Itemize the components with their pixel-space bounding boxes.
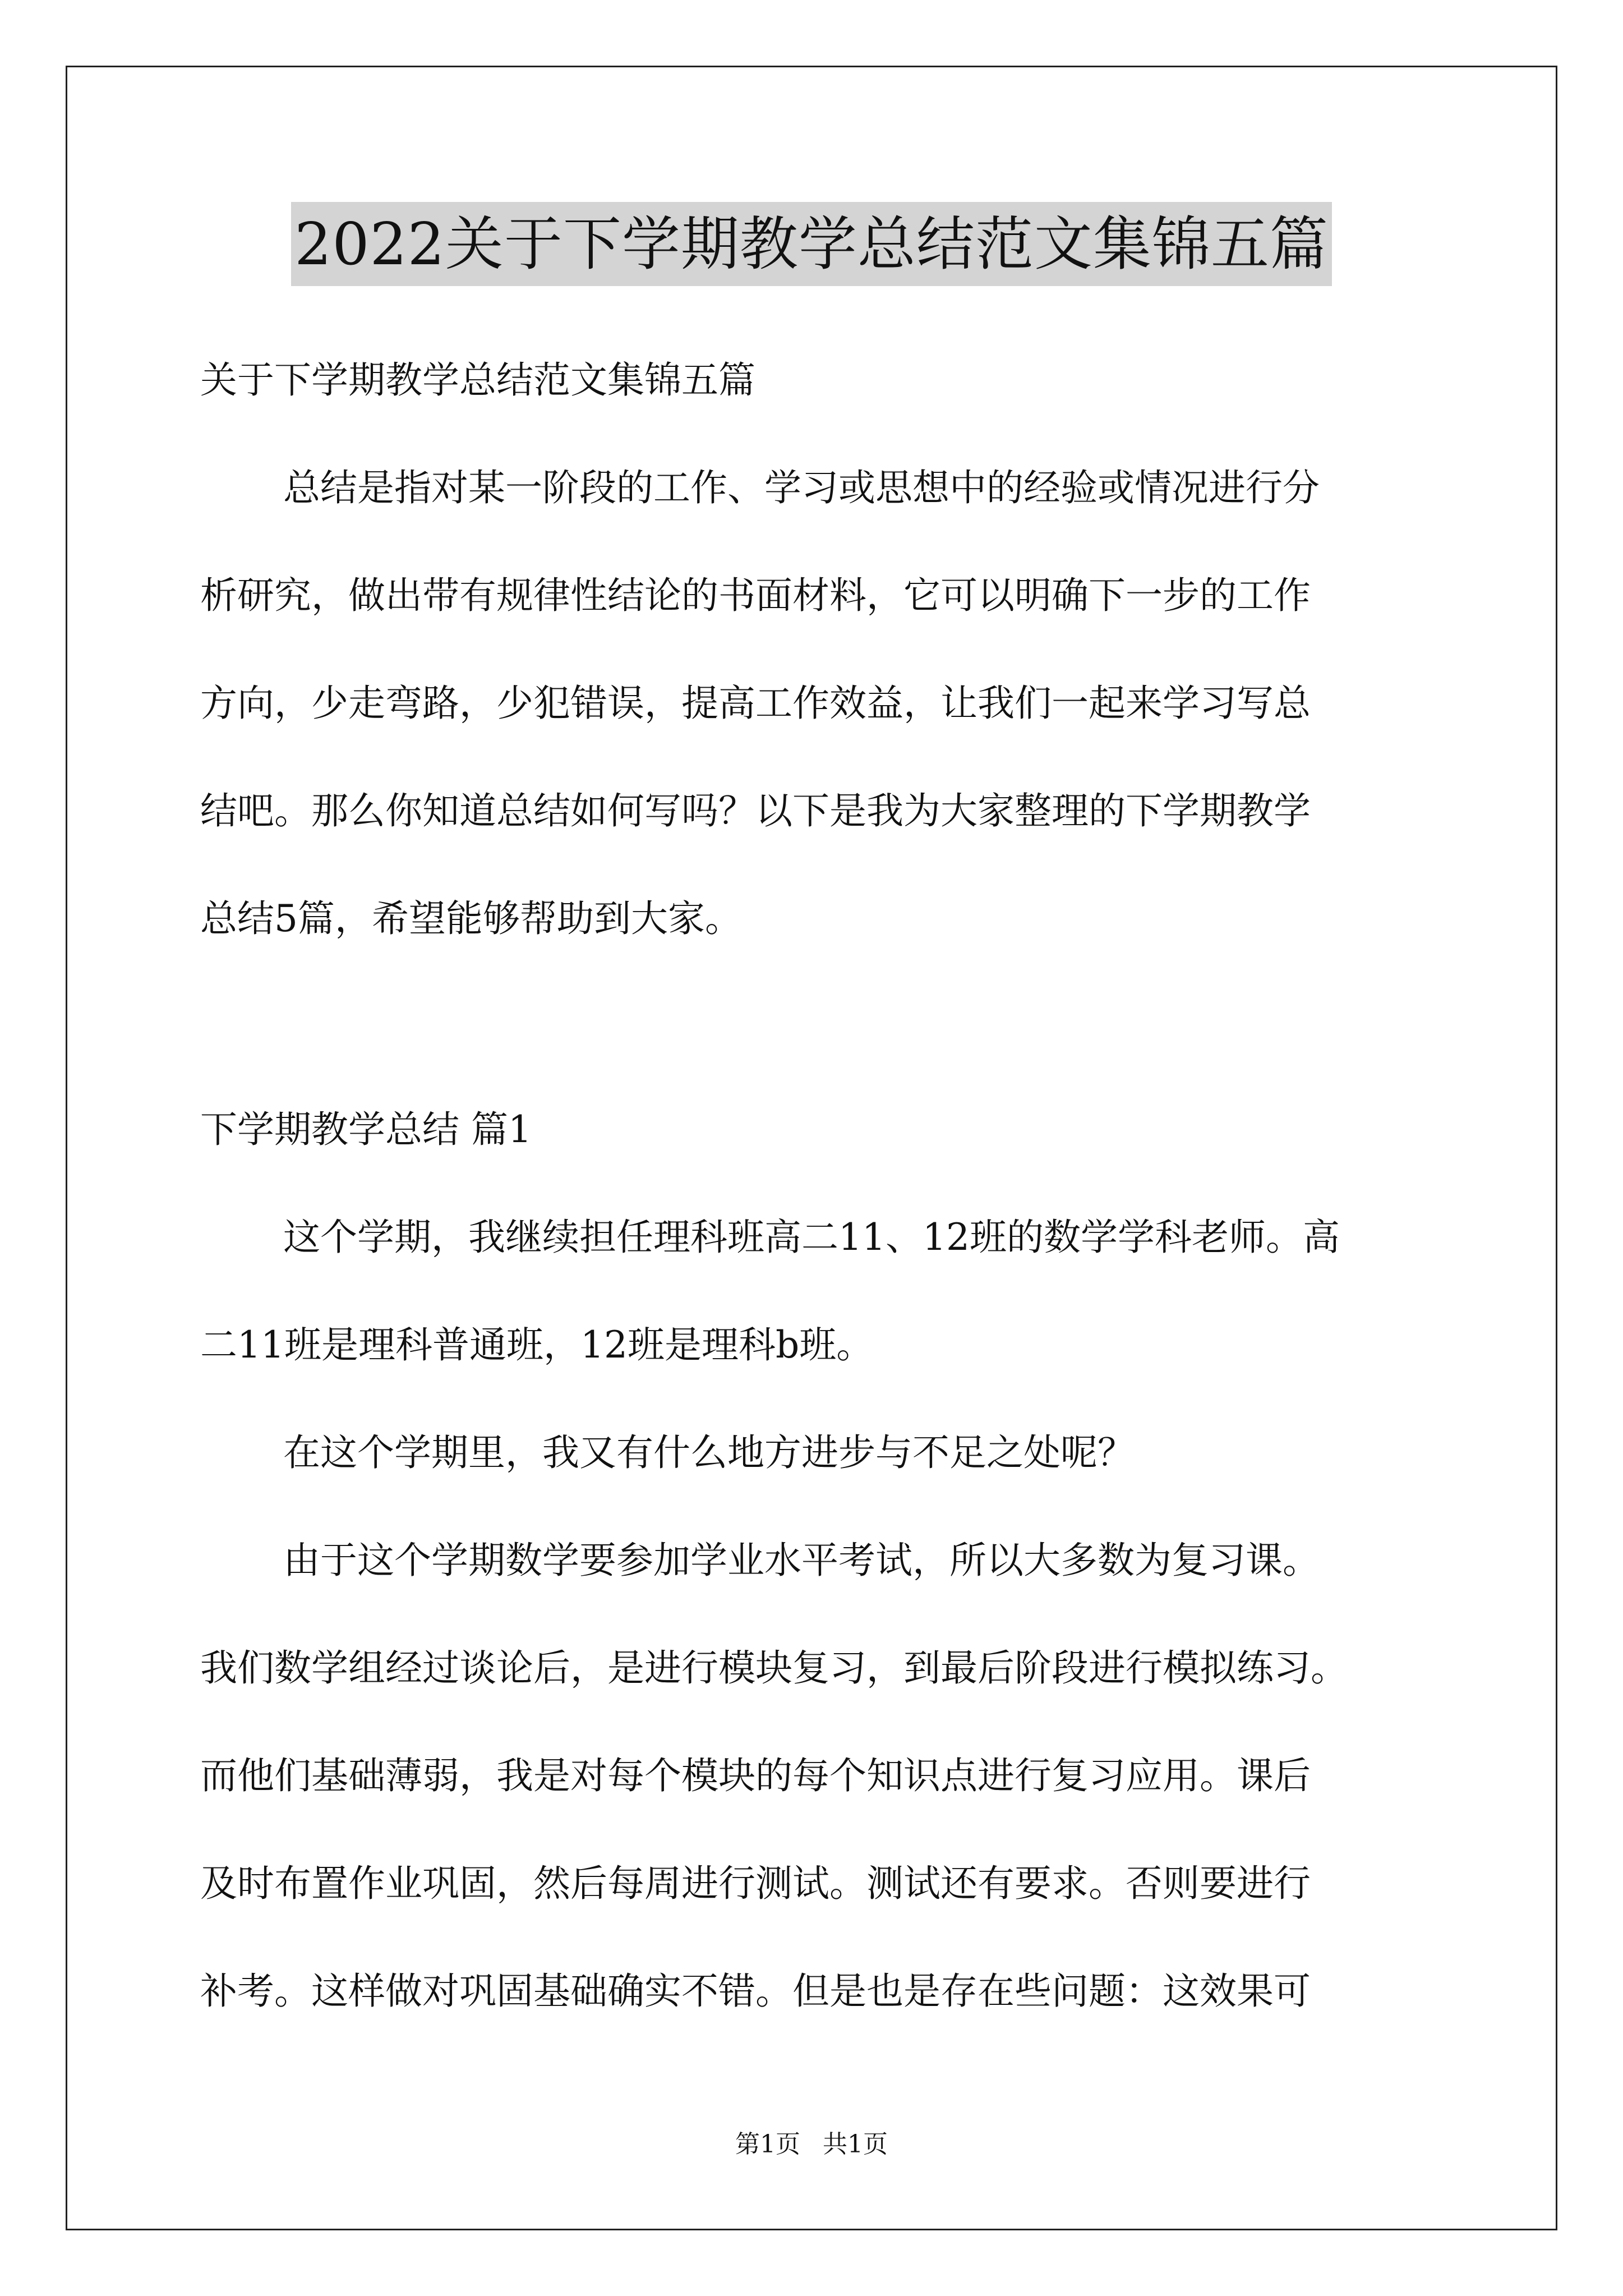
subtitle: 关于下学期教学总结范文集锦五篇 bbox=[200, 358, 755, 402]
page-number-current: 第1页 bbox=[735, 2130, 800, 2159]
page-footer bbox=[0, 2128, 1623, 2161]
para1-line-1: 这个学期，我继续担任理科班高二11、12班的数学学科老师。高 bbox=[283, 1216, 1340, 1259]
para2-line-1: 在这个学期里，我又有什么地方进步与不足之处呢？ bbox=[283, 1431, 1135, 1474]
intro-line-3: 方向，少走弯路，少犯错误，提高工作效益，让我们一起来学习写总 bbox=[200, 682, 1311, 725]
document-title: 2022关于下学期教学总结范文集锦五篇 bbox=[291, 202, 1332, 286]
section-heading: 下学期教学总结 篇1 bbox=[200, 1108, 532, 1151]
para3-line-2: 我们数学组经过谈论后，是进行模块复习，到最后阶段进行模拟练习。 bbox=[200, 1646, 1348, 1690]
page-number-total: 共1页 bbox=[823, 2130, 888, 2159]
para3-line-1: 由于这个学期数学要参加学业水平考试，所以大多数为复习课。 bbox=[283, 1539, 1320, 1582]
title-container bbox=[0, 202, 1623, 286]
para1-line-2: 二11班是理科普通班，12班是理科b班。 bbox=[200, 1323, 874, 1366]
intro-line-4: 结吧。那么你知道总结如何写吗？以下是我为大家整理的下学期教学 bbox=[200, 789, 1311, 832]
intro-line-1: 总结是指对某一阶段的工作、学习或思想中的经验或情况进行分 bbox=[283, 466, 1320, 509]
intro-line-5: 总结5篇，希望能够帮助到大家。 bbox=[200, 897, 742, 940]
intro-line-2: 析研究，做出带有规律性结论的书面材料，它可以明确下一步的工作 bbox=[200, 574, 1311, 617]
para3-line-4: 及时布置作业巩固，然后每周进行测试。测试还有要求。否则要进行 bbox=[200, 1862, 1311, 1905]
para3-line-3: 而他们基础薄弱，我是对每个模块的每个知识点进行复习应用。课后 bbox=[200, 1754, 1311, 1797]
para3-line-5: 补考。这样做对巩固基础确实不错。但是也是存在些问题：这效果可 bbox=[200, 1970, 1311, 2013]
